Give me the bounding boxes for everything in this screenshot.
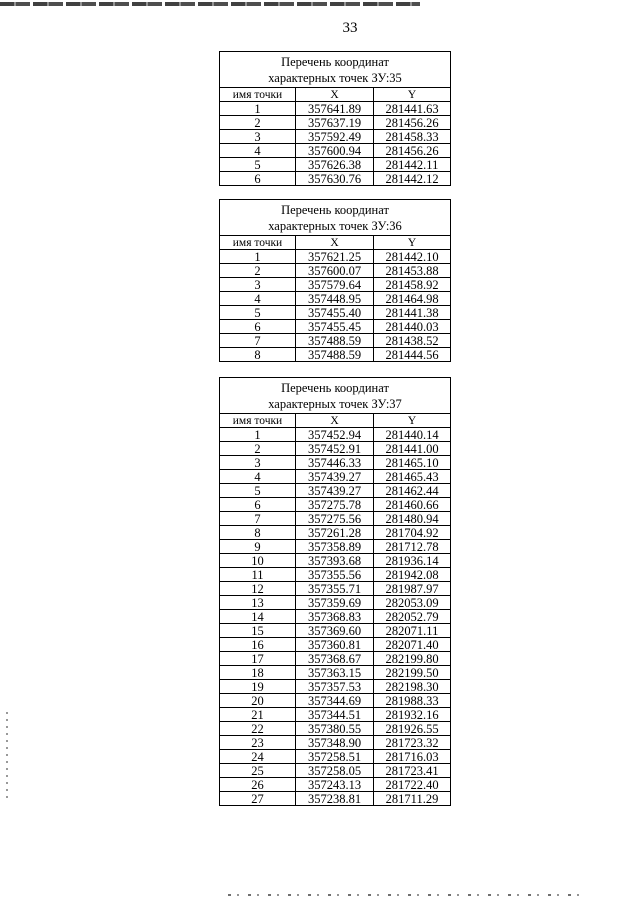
y-coordinate-cell: 281465.43: [374, 470, 451, 484]
table-title: [220, 52, 451, 88]
point-name-cell: 21: [220, 708, 296, 722]
table-row: [220, 792, 451, 806]
x-coordinate-cell: 357455.40: [296, 306, 374, 320]
table-row: [220, 554, 451, 568]
table-title-line2: характерных точек ЗУ:35: [268, 71, 402, 85]
table-row: [220, 722, 451, 736]
x-coordinate-cell: 357344.69: [296, 694, 374, 708]
y-coordinate-cell: 281458.33: [374, 130, 451, 144]
point-name-cell: 5: [220, 306, 296, 320]
x-coordinate-cell: 357357.53: [296, 680, 374, 694]
x-coordinate-cell: 357380.55: [296, 722, 374, 736]
point-name-cell: 3: [220, 278, 296, 292]
x-coordinate-cell: 357243.13: [296, 778, 374, 792]
x-coordinate-cell: 357446.33: [296, 456, 374, 470]
point-name-cell: 4: [220, 470, 296, 484]
y-coordinate-cell: 281480.94: [374, 512, 451, 526]
point-name-cell: 16: [220, 638, 296, 652]
table-row: [220, 680, 451, 694]
x-coordinate-cell: 357358.89: [296, 540, 374, 554]
point-name-cell: 2: [220, 442, 296, 456]
x-coordinate-cell: 357488.59: [296, 334, 374, 348]
y-coordinate-cell: 281465.10: [374, 456, 451, 470]
point-name-cell: 8: [220, 348, 296, 362]
point-name-cell: 12: [220, 582, 296, 596]
x-coordinate-cell: 357258.05: [296, 764, 374, 778]
table-row: [220, 320, 451, 334]
x-coordinate-cell: 357368.67: [296, 652, 374, 666]
table-body: [220, 102, 451, 186]
point-name-cell: 1: [220, 250, 296, 264]
point-name-cell: 17: [220, 652, 296, 666]
y-coordinate-cell: 282199.50: [374, 666, 451, 680]
table-title-line1: Перечень координат: [281, 203, 389, 217]
table-title-line1: Перечень координат: [281, 381, 389, 395]
point-name-cell: 19: [220, 680, 296, 694]
column-header-y: Y: [374, 88, 451, 102]
scan-artifact-left: [6, 712, 8, 802]
point-name-cell: 5: [220, 158, 296, 172]
column-header-x: X: [296, 414, 374, 428]
x-coordinate-cell: 357344.51: [296, 708, 374, 722]
x-coordinate-cell: 357275.56: [296, 512, 374, 526]
x-coordinate-cell: 357363.15: [296, 666, 374, 680]
x-coordinate-cell: 357359.69: [296, 596, 374, 610]
y-coordinate-cell: 281444.56: [374, 348, 451, 362]
y-coordinate-cell: 281722.40: [374, 778, 451, 792]
table-row: [220, 624, 451, 638]
table-row: [220, 498, 451, 512]
table-row: [220, 666, 451, 680]
y-coordinate-cell: 281456.26: [374, 144, 451, 158]
x-coordinate-cell: 357439.27: [296, 484, 374, 498]
table-row: [220, 456, 451, 470]
y-coordinate-cell: 281704.92: [374, 526, 451, 540]
column-header-x: X: [296, 236, 374, 250]
column-header-point-name: имя точки: [220, 414, 296, 428]
point-name-cell: 7: [220, 512, 296, 526]
y-coordinate-cell: 281716.03: [374, 750, 451, 764]
point-name-cell: 4: [220, 292, 296, 306]
table-title-line2: характерных точек ЗУ:36: [268, 219, 402, 233]
x-coordinate-cell: 357579.64: [296, 278, 374, 292]
column-header-x: X: [296, 88, 374, 102]
point-name-cell: 2: [220, 264, 296, 278]
table-title-line1: Перечень координат: [281, 55, 389, 69]
point-name-cell: 6: [220, 320, 296, 334]
y-coordinate-cell: 281942.08: [374, 568, 451, 582]
table-row: [220, 292, 451, 306]
table-row: [220, 484, 451, 498]
table-row: [220, 764, 451, 778]
y-coordinate-cell: 281458.92: [374, 278, 451, 292]
point-name-cell: 22: [220, 722, 296, 736]
point-name-cell: 24: [220, 750, 296, 764]
column-header-y: Y: [374, 414, 451, 428]
y-coordinate-cell: 281441.00: [374, 442, 451, 456]
y-coordinate-cell: 281438.52: [374, 334, 451, 348]
point-name-cell: 9: [220, 540, 296, 554]
y-coordinate-cell: 281987.97: [374, 582, 451, 596]
y-coordinate-cell: 281453.88: [374, 264, 451, 278]
point-name-cell: 20: [220, 694, 296, 708]
table-row: [220, 470, 451, 484]
table-row: [220, 694, 451, 708]
y-coordinate-cell: 281711.29: [374, 792, 451, 806]
x-coordinate-cell: 357261.28: [296, 526, 374, 540]
y-coordinate-cell: 281442.10: [374, 250, 451, 264]
x-coordinate-cell: 357448.95: [296, 292, 374, 306]
table-row: [220, 610, 451, 624]
table-row: [220, 526, 451, 540]
table-row: [220, 278, 451, 292]
table-row: [220, 264, 451, 278]
y-coordinate-cell: 282198.30: [374, 680, 451, 694]
coordinates-table-zu37: [219, 377, 451, 806]
table-row: [220, 750, 451, 764]
point-name-cell: 1: [220, 102, 296, 116]
table-row: [220, 158, 451, 172]
point-name-cell: 13: [220, 596, 296, 610]
table-row: [220, 144, 451, 158]
y-coordinate-cell: 281926.55: [374, 722, 451, 736]
table-row: [220, 130, 451, 144]
point-name-cell: 10: [220, 554, 296, 568]
table-row: [220, 348, 451, 362]
point-name-cell: 18: [220, 666, 296, 680]
point-name-cell: 6: [220, 498, 296, 512]
y-coordinate-cell: 281442.11: [374, 158, 451, 172]
y-coordinate-cell: 281988.33: [374, 694, 451, 708]
y-coordinate-cell: 282052.79: [374, 610, 451, 624]
table-body: [220, 428, 451, 806]
table-row: [220, 442, 451, 456]
x-coordinate-cell: 357355.71: [296, 582, 374, 596]
y-coordinate-cell: 281441.63: [374, 102, 451, 116]
x-coordinate-cell: 357600.94: [296, 144, 374, 158]
point-name-cell: 4: [220, 144, 296, 158]
table-row: [220, 334, 451, 348]
table-row: [220, 652, 451, 666]
column-header-point-name: имя точки: [220, 88, 296, 102]
x-coordinate-cell: 357439.27: [296, 470, 374, 484]
point-name-cell: 23: [220, 736, 296, 750]
point-name-cell: 2: [220, 116, 296, 130]
table-row: [220, 172, 451, 186]
x-coordinate-cell: 357369.60: [296, 624, 374, 638]
table-row: [220, 540, 451, 554]
x-coordinate-cell: 357368.83: [296, 610, 374, 624]
y-coordinate-cell: 281462.44: [374, 484, 451, 498]
x-coordinate-cell: 357452.94: [296, 428, 374, 442]
table-row: [220, 638, 451, 652]
scan-artifact-top: [0, 2, 420, 6]
table-row: [220, 512, 451, 526]
y-coordinate-cell: 281442.12: [374, 172, 451, 186]
table-row: [220, 428, 451, 442]
y-coordinate-cell: 281460.66: [374, 498, 451, 512]
point-name-cell: 5: [220, 484, 296, 498]
x-coordinate-cell: 357355.56: [296, 568, 374, 582]
y-coordinate-cell: 281723.32: [374, 736, 451, 750]
y-coordinate-cell: 281932.16: [374, 708, 451, 722]
table-row: [220, 116, 451, 130]
coordinates-table-zu36: [219, 199, 451, 362]
table-row: [220, 250, 451, 264]
point-name-cell: 27: [220, 792, 296, 806]
x-coordinate-cell: 357637.19: [296, 116, 374, 130]
x-coordinate-cell: 357592.49: [296, 130, 374, 144]
point-name-cell: 3: [220, 456, 296, 470]
table-row: [220, 568, 451, 582]
x-coordinate-cell: 357258.51: [296, 750, 374, 764]
y-coordinate-cell: 281936.14: [374, 554, 451, 568]
y-coordinate-cell: 281440.14: [374, 428, 451, 442]
y-coordinate-cell: 281440.03: [374, 320, 451, 334]
y-coordinate-cell: 281441.38: [374, 306, 451, 320]
point-name-cell: 1: [220, 428, 296, 442]
column-header-y: Y: [374, 236, 451, 250]
x-coordinate-cell: 357455.45: [296, 320, 374, 334]
table-body: [220, 250, 451, 362]
x-coordinate-cell: 357600.07: [296, 264, 374, 278]
point-name-cell: 26: [220, 778, 296, 792]
x-coordinate-cell: 357630.76: [296, 172, 374, 186]
point-name-cell: 11: [220, 568, 296, 582]
y-coordinate-cell: 282053.09: [374, 596, 451, 610]
table-row: [220, 582, 451, 596]
x-coordinate-cell: 357393.68: [296, 554, 374, 568]
x-coordinate-cell: 357238.81: [296, 792, 374, 806]
point-name-cell: 8: [220, 526, 296, 540]
y-coordinate-cell: 281723.41: [374, 764, 451, 778]
table-row: [220, 102, 451, 116]
x-coordinate-cell: 357360.81: [296, 638, 374, 652]
point-name-cell: 14: [220, 610, 296, 624]
x-coordinate-cell: 357621.25: [296, 250, 374, 264]
y-coordinate-cell: 282199.80: [374, 652, 451, 666]
coordinates-table-zu35: [219, 51, 451, 186]
table-title-line2: характерных точек ЗУ:37: [268, 397, 402, 411]
table-row: [220, 596, 451, 610]
y-coordinate-cell: 281464.98: [374, 292, 451, 306]
y-coordinate-cell: 281456.26: [374, 116, 451, 130]
point-name-cell: 7: [220, 334, 296, 348]
point-name-cell: 25: [220, 764, 296, 778]
scan-artifact-bottom: [228, 894, 588, 896]
table-row: [220, 708, 451, 722]
y-coordinate-cell: 282071.11: [374, 624, 451, 638]
table-title: [220, 200, 451, 236]
table-row: [220, 306, 451, 320]
x-coordinate-cell: 357641.89: [296, 102, 374, 116]
x-coordinate-cell: 357452.91: [296, 442, 374, 456]
point-name-cell: 3: [220, 130, 296, 144]
x-coordinate-cell: 357348.90: [296, 736, 374, 750]
table-row: [220, 778, 451, 792]
x-coordinate-cell: 357626.38: [296, 158, 374, 172]
x-coordinate-cell: 357488.59: [296, 348, 374, 362]
column-header-point-name: имя точки: [220, 236, 296, 250]
point-name-cell: 6: [220, 172, 296, 186]
table-title: [220, 378, 451, 414]
table-row: [220, 736, 451, 750]
page-number: 33: [342, 20, 358, 36]
y-coordinate-cell: 282071.40: [374, 638, 451, 652]
y-coordinate-cell: 281712.78: [374, 540, 451, 554]
x-coordinate-cell: 357275.78: [296, 498, 374, 512]
point-name-cell: 15: [220, 624, 296, 638]
